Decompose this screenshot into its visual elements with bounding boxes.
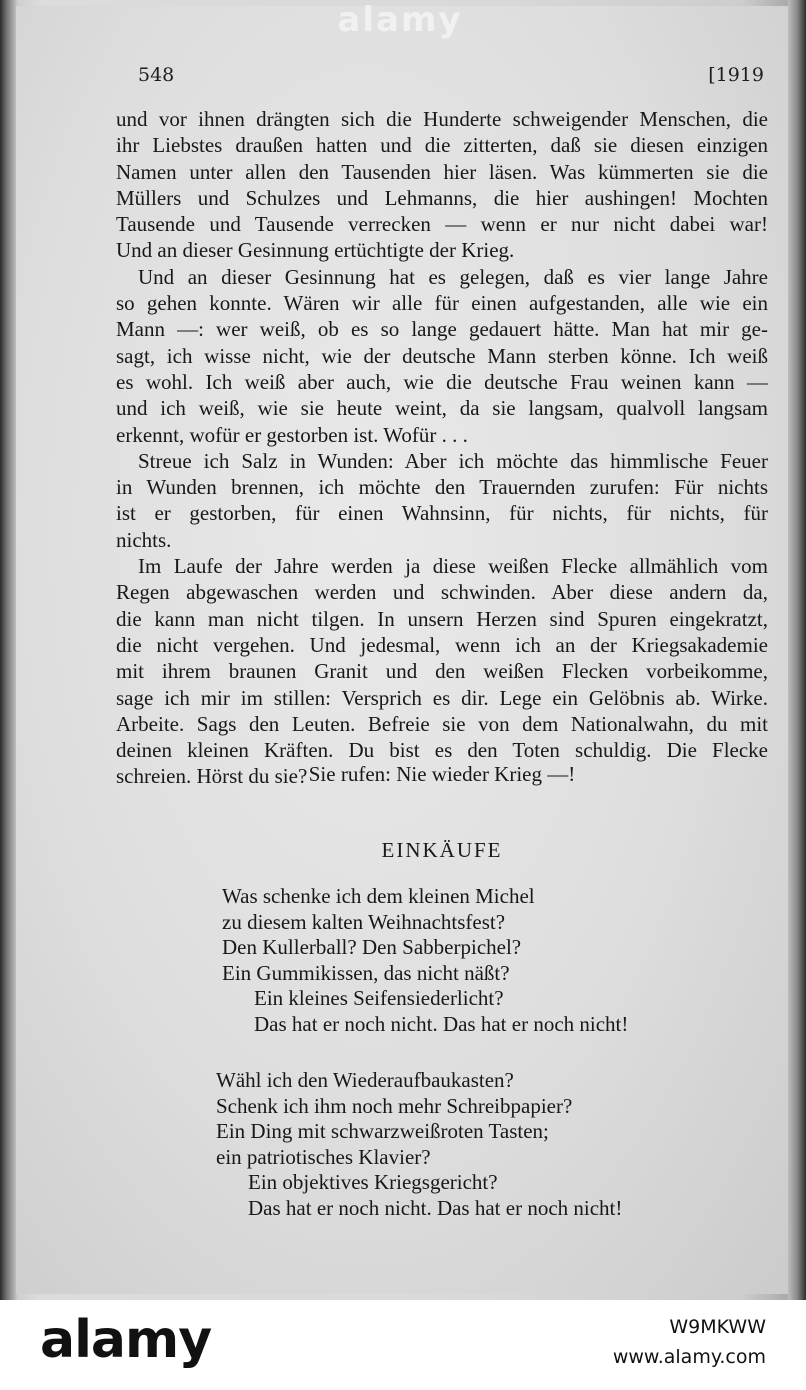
text-line: Im Laufe der Jahre werden ja diese weißen Flecke allmählich vom	[138, 554, 768, 579]
text-line: und vor ihnen drängten sich die Hunderte schweigender Menschen, die	[116, 107, 768, 131]
poem-line: Wähl ich den Wiederaufbaukasten?	[216, 1068, 514, 1092]
running-header	[138, 64, 764, 94]
closing-line: Sie rufen: Nie wieder Krieg —!	[308, 762, 576, 786]
text-line: Und an dieser Gesinnung hat es gelegen, daß es vier lange Jahre	[138, 264, 768, 289]
poem-stanza-2	[216, 1068, 622, 1221]
text-line: Und an dieser Gesinnung ertüchtigte der Krieg.	[116, 238, 515, 263]
text-line: erkennt, wofür er gestorben ist. Wofür . . .	[116, 422, 468, 447]
text-line: in Wunden brennen, ich möchte den Trauernden zurufen: Für nichts	[116, 475, 768, 500]
text-line: schreien. Hörst du sie?	[116, 764, 308, 789]
text-line: ihr Liebstes draußen hatten und die zitterten, daß sie diesen einzigen	[116, 133, 768, 158]
text-line: mit ihrem braunen Granit und den weißen Flecken vorbeikomme,	[116, 659, 768, 684]
text-line: Arbeite. Sags den Leuten. Befreie sie von dem Nationalwahn, du mit	[116, 711, 768, 736]
poem-line: Ein objektives Kriegsgericht?	[248, 1170, 498, 1194]
text-line: Müllers und Schulzes und Lehmanns, die hier aushingen! Mochten	[116, 185, 768, 210]
section-title: EINKÄUFE	[381, 838, 503, 862]
text-line: Streue ich Salz in Wunden: Aber ich möchte das himmlische Feuer	[138, 448, 768, 473]
image-id-block	[613, 1312, 766, 1372]
text-line: die nicht vergehen. Und jedesmal, wenn ich an der Kriegsakademie	[116, 632, 768, 657]
text-line: nichts.	[116, 527, 172, 552]
poem-stanza-1	[222, 884, 628, 1037]
text-line: Namen unter allen den Tausenden hier läsen. Was kümmerten sie die	[116, 159, 768, 184]
poem-line: Den Kullerball? Den Sabberpichel?	[222, 935, 522, 959]
image-id: W9MKWW	[669, 1316, 766, 1338]
poem-line: Das hat er noch nicht. Das hat er noch nicht!	[248, 1195, 623, 1220]
poem-line: zu diesem kalten Weihnachtsfest?	[222, 909, 506, 934]
text-line: es wohl. Ich weiß aber auch, wie die deutsche Frau weinen kann —	[116, 369, 768, 394]
text-line: die kann man nicht tilgen. In unsern Herzen sind Spuren eingekratzt,	[116, 606, 768, 631]
poem-line: Schenk ich ihm noch mehr Schreibpapier?	[216, 1093, 573, 1118]
poem-line: ein patriotisches Klavier?	[216, 1144, 431, 1169]
body-text	[116, 106, 768, 790]
text-line: und ich weiß, wie sie heute weint, da sie langsam, qualvoll langsam	[116, 396, 768, 421]
text-line: Tausende und Tausende verrecken — wenn er nur nicht dabei war!	[116, 212, 768, 237]
poem-line: Ein kleines Seifensiederlicht?	[254, 986, 504, 1010]
alamy-logo: alamy	[40, 1310, 212, 1370]
poem-line: Was schenke ich dem kleinen Michel	[222, 884, 535, 908]
text-line: sagt, ich wisse nicht, wie der deutsche Mann sterben könne. Ich weiß	[116, 343, 768, 368]
watermark-top-logo: alamy	[337, 0, 463, 40]
page-number: 548	[138, 64, 175, 86]
poem-line: Das hat er noch nicht. Das hat er noch nicht!	[254, 1011, 629, 1036]
text-line: ist er gestorben, für einen Wahnsinn, für nichts, für nichts, für	[116, 501, 768, 526]
poem-line: Ein Gummikissen, das nicht näßt?	[222, 960, 510, 985]
page-edge-shadow	[788, 0, 806, 1300]
header-year: [1919	[708, 64, 764, 86]
poem-line: Ein Ding mit schwarzweißroten Tasten;	[216, 1119, 549, 1143]
site-url: www.alamy.com	[612, 1346, 766, 1368]
text-line: so gehen konnte. Wären wir alle für einen aufgestanden, alle wie ein	[116, 291, 768, 316]
text-line: Mann —: wer weiß, ob es so lange gedauert hätte. Man hat mir ge-	[116, 317, 768, 342]
text-line: sage ich mir im stillen: Versprich es dir. Lege ein Gelöbnis ab. Wirke.	[116, 685, 768, 710]
text-line: Regen abgewaschen werden und schwinden. Aber diese andern da,	[116, 580, 768, 605]
text-line: deinen kleinen Kräften. Du bist es den Toten schuldig. Die Flecke	[116, 738, 768, 763]
